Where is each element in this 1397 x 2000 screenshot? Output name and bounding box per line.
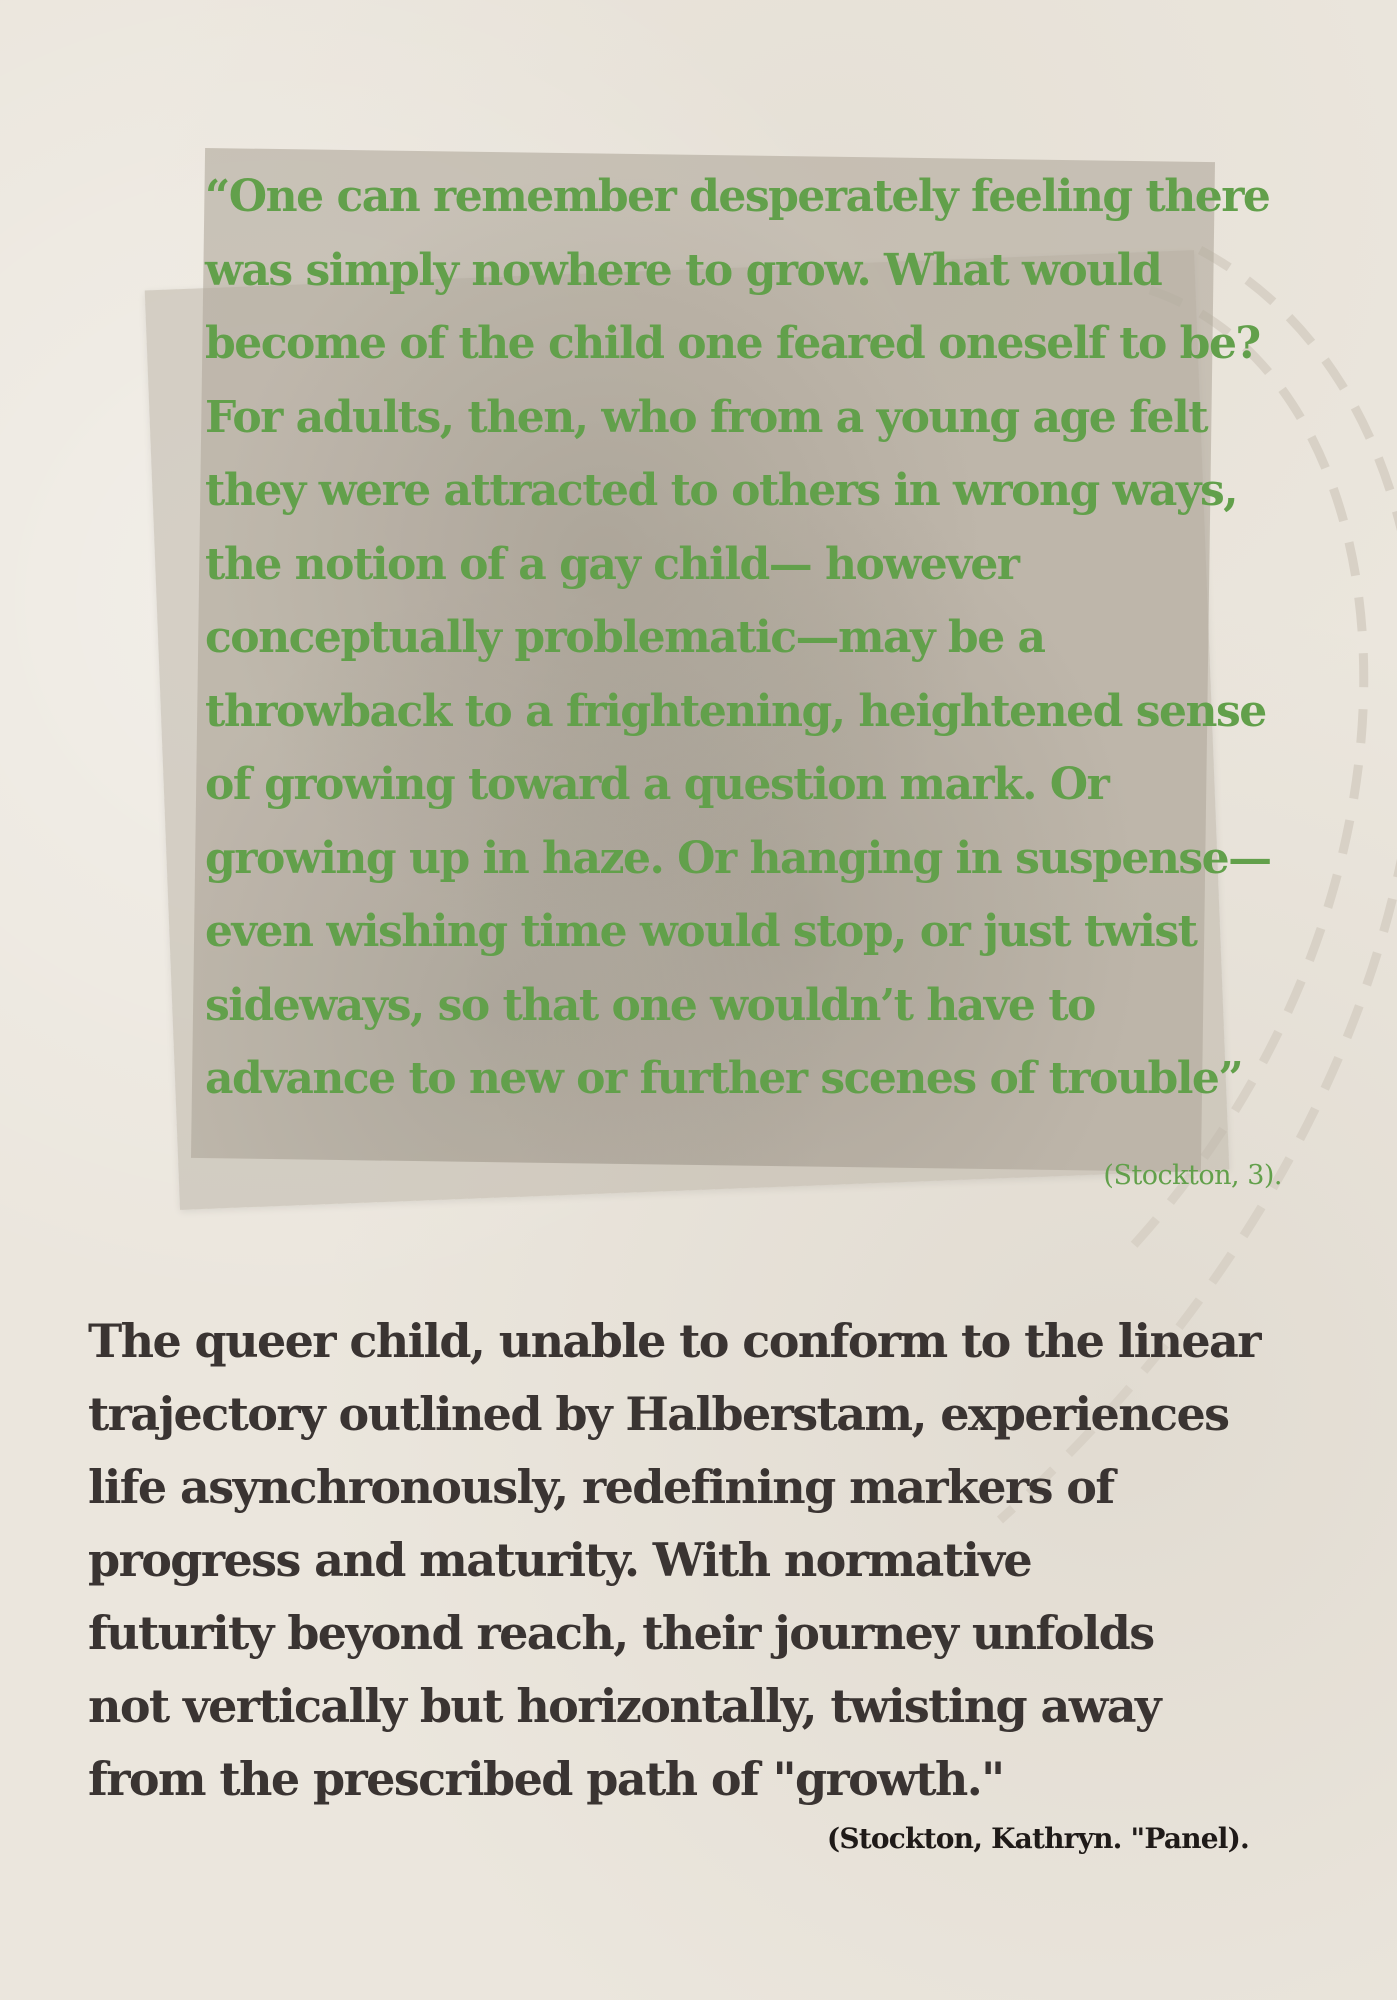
- quote-line: throwback to a frightening, heightened sense: [205, 685, 1266, 737]
- body-citation: (Stockton, Kathryn. "Panel).: [826, 1822, 1249, 1855]
- quote-line: even wishing time would stop, or just twist: [205, 906, 1197, 957]
- quote-line: they were attracted to others in wrong ways,: [205, 465, 1238, 516]
- body-line: futurity beyond reach, their journey unfolds: [88, 1606, 1154, 1660]
- body-line: The queer child, unable to conform to the linear: [88, 1314, 1260, 1368]
- quote-line: become of the child one feared oneself to be?: [205, 318, 1260, 369]
- quote-line: advance to new or further scenes of trouble”: [205, 1053, 1243, 1104]
- body-line: from the prescribed path of "growth.": [88, 1752, 1004, 1806]
- body-paragraph: [88, 1305, 1260, 1816]
- quote-line: conceptually problematic—may be a: [205, 612, 1045, 663]
- body-line: trajectory outlined by Halberstam, experiences: [88, 1387, 1229, 1441]
- body-line: life asynchronously, redefining markers of: [88, 1460, 1114, 1514]
- block-quote: [205, 160, 1271, 1116]
- quote-line: growing up in haze. Or hanging in suspense—: [205, 832, 1271, 884]
- quote-line: For adults, then, who from a young age felt: [205, 391, 1208, 443]
- quote-line: of growing toward a question mark. Or: [205, 759, 1109, 810]
- quote-line: was simply nowhere to grow. What would: [205, 244, 1162, 296]
- quote-line: the notion of a gay child— however: [205, 538, 1019, 590]
- body-line: progress and maturity. With normative: [88, 1533, 1031, 1587]
- quote-line: sideways, so that one wouldn’t have to: [205, 979, 1095, 1031]
- quote-citation: (Stockton, 3).: [1103, 1160, 1282, 1191]
- quote-line: “One can remember desperately feeling there: [205, 171, 1270, 222]
- body-line: not vertically but horizontally, twisting away: [88, 1679, 1161, 1733]
